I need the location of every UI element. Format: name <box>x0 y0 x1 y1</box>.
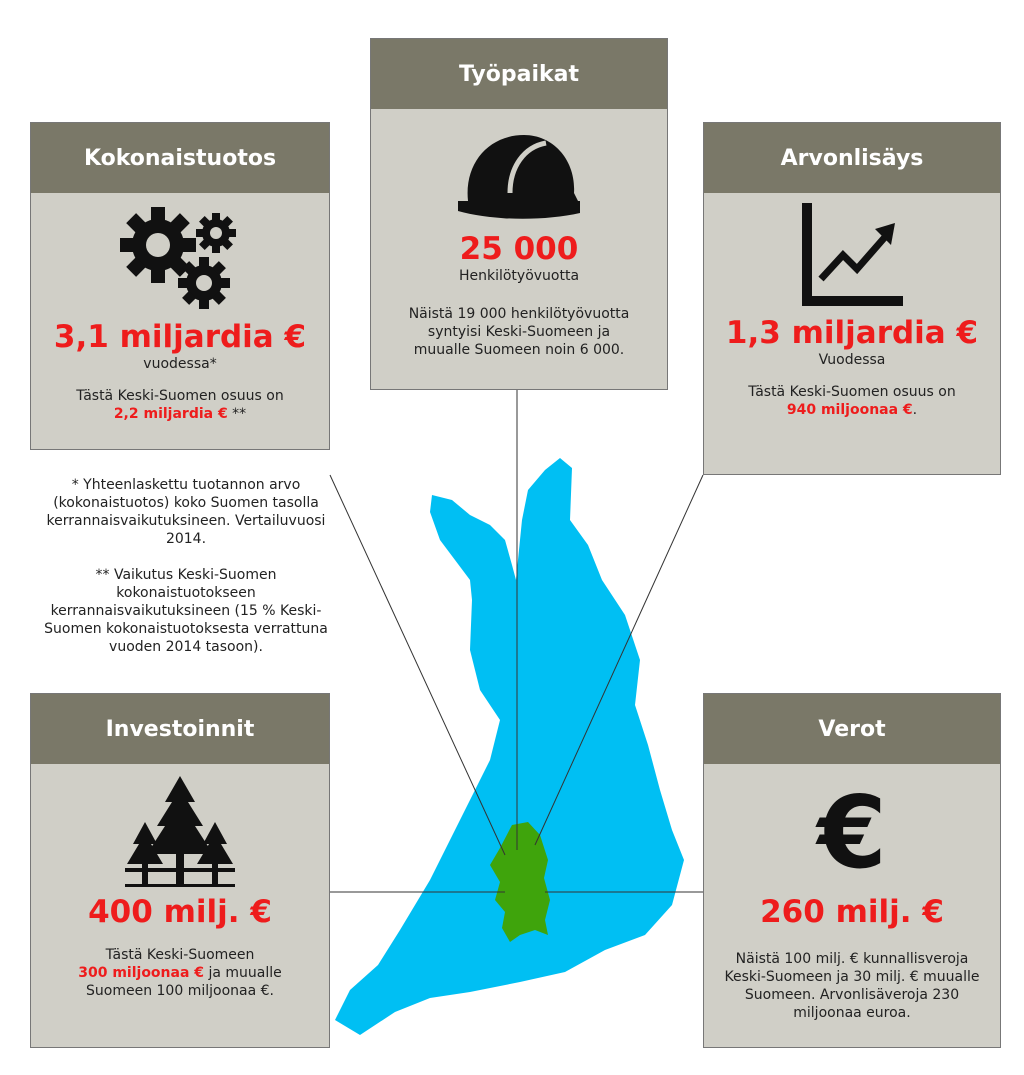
footnotes <box>36 476 336 674</box>
desc-text: Tästä Keski-Suomeen <box>105 947 255 963</box>
gears-icon <box>110 203 250 313</box>
desc-suffix: . <box>912 402 918 418</box>
finland-shape <box>335 458 684 1035</box>
panel-verot <box>703 693 1001 1048</box>
arvonlisays-unit: Vuodessa <box>818 352 886 368</box>
arvonlisays-value: 1,3 miljardia € <box>725 315 979 351</box>
panel-kokonaistuotos <box>30 122 330 450</box>
panel-title: Investoinnit <box>31 694 329 764</box>
verot-desc: Näistä 100 milj. € kunnallisveroja Keski-Suomeen ja 30 milj. € muualle Suomeen. Arvonlisäveroja 230 miljoonaa euroa. <box>724 951 980 1021</box>
footnote-1: * Yhteenlaskettu tuotannon arvo (kokonaistuotos) koko Suomen tasolla kerrannaisvaikutuksineen. Vertailuvuosi 2014. <box>46 477 326 547</box>
line-chart-icon <box>797 201 907 311</box>
tyopaikat-value: 25 000 <box>459 231 579 267</box>
investoinnit-desc <box>61 946 299 1000</box>
panel-arvonlisays <box>703 122 1001 475</box>
desc-highlight: 2,2 miljardia € <box>113 406 228 422</box>
panel-title: Työpaikat <box>371 39 667 109</box>
panel-title: Arvonlisäys <box>704 123 1000 193</box>
desc-suffix: ** <box>227 406 247 422</box>
desc-suffix: ja muualle Suomeen 100 miljoonaa €. <box>86 965 282 999</box>
hard-hat-icon <box>454 123 584 223</box>
panel-investoinnit <box>30 693 330 1048</box>
panel-tyopaikat <box>370 38 668 390</box>
trees-icon <box>125 772 235 892</box>
desc-highlight: 300 miljoonaa € <box>78 965 205 981</box>
tyopaikat-desc: Näistä 19 000 henkilötyövuotta syntyisi Keski-Suomeen ja muualle Suomeen noin 6 000. <box>408 306 630 358</box>
kokonaistuotos-unit: vuodessa* <box>143 356 217 372</box>
desc-text: Tästä Keski-Suomen osuus on <box>748 384 956 400</box>
arvonlisays-desc <box>704 383 1000 419</box>
euro-icon: € <box>817 774 887 891</box>
panel-title: Kokonaistuotos <box>31 123 329 193</box>
desc-text: Tästä Keski-Suomen osuus on <box>76 388 284 404</box>
desc-highlight: 940 miljoonaa € <box>786 402 913 418</box>
panel-title: Verot <box>704 694 1000 764</box>
footnote-2: ** Vaikutus Keski-Suomen kokonaistuotokseen kerrannaisvaikutuksineen (15 % Keski-Suomen kokonaistuotoksesta verrattuna vuoden 2014 tasoon). <box>44 567 328 655</box>
kokonaistuotos-value: 3,1 miljardia € <box>53 319 307 355</box>
tyopaikat-unit: Henkilötyövuotta <box>458 268 580 284</box>
kokonaistuotos-desc <box>31 387 329 423</box>
investoinnit-value: 400 milj. € <box>88 894 272 930</box>
verot-value: 260 milj. € <box>760 894 944 930</box>
